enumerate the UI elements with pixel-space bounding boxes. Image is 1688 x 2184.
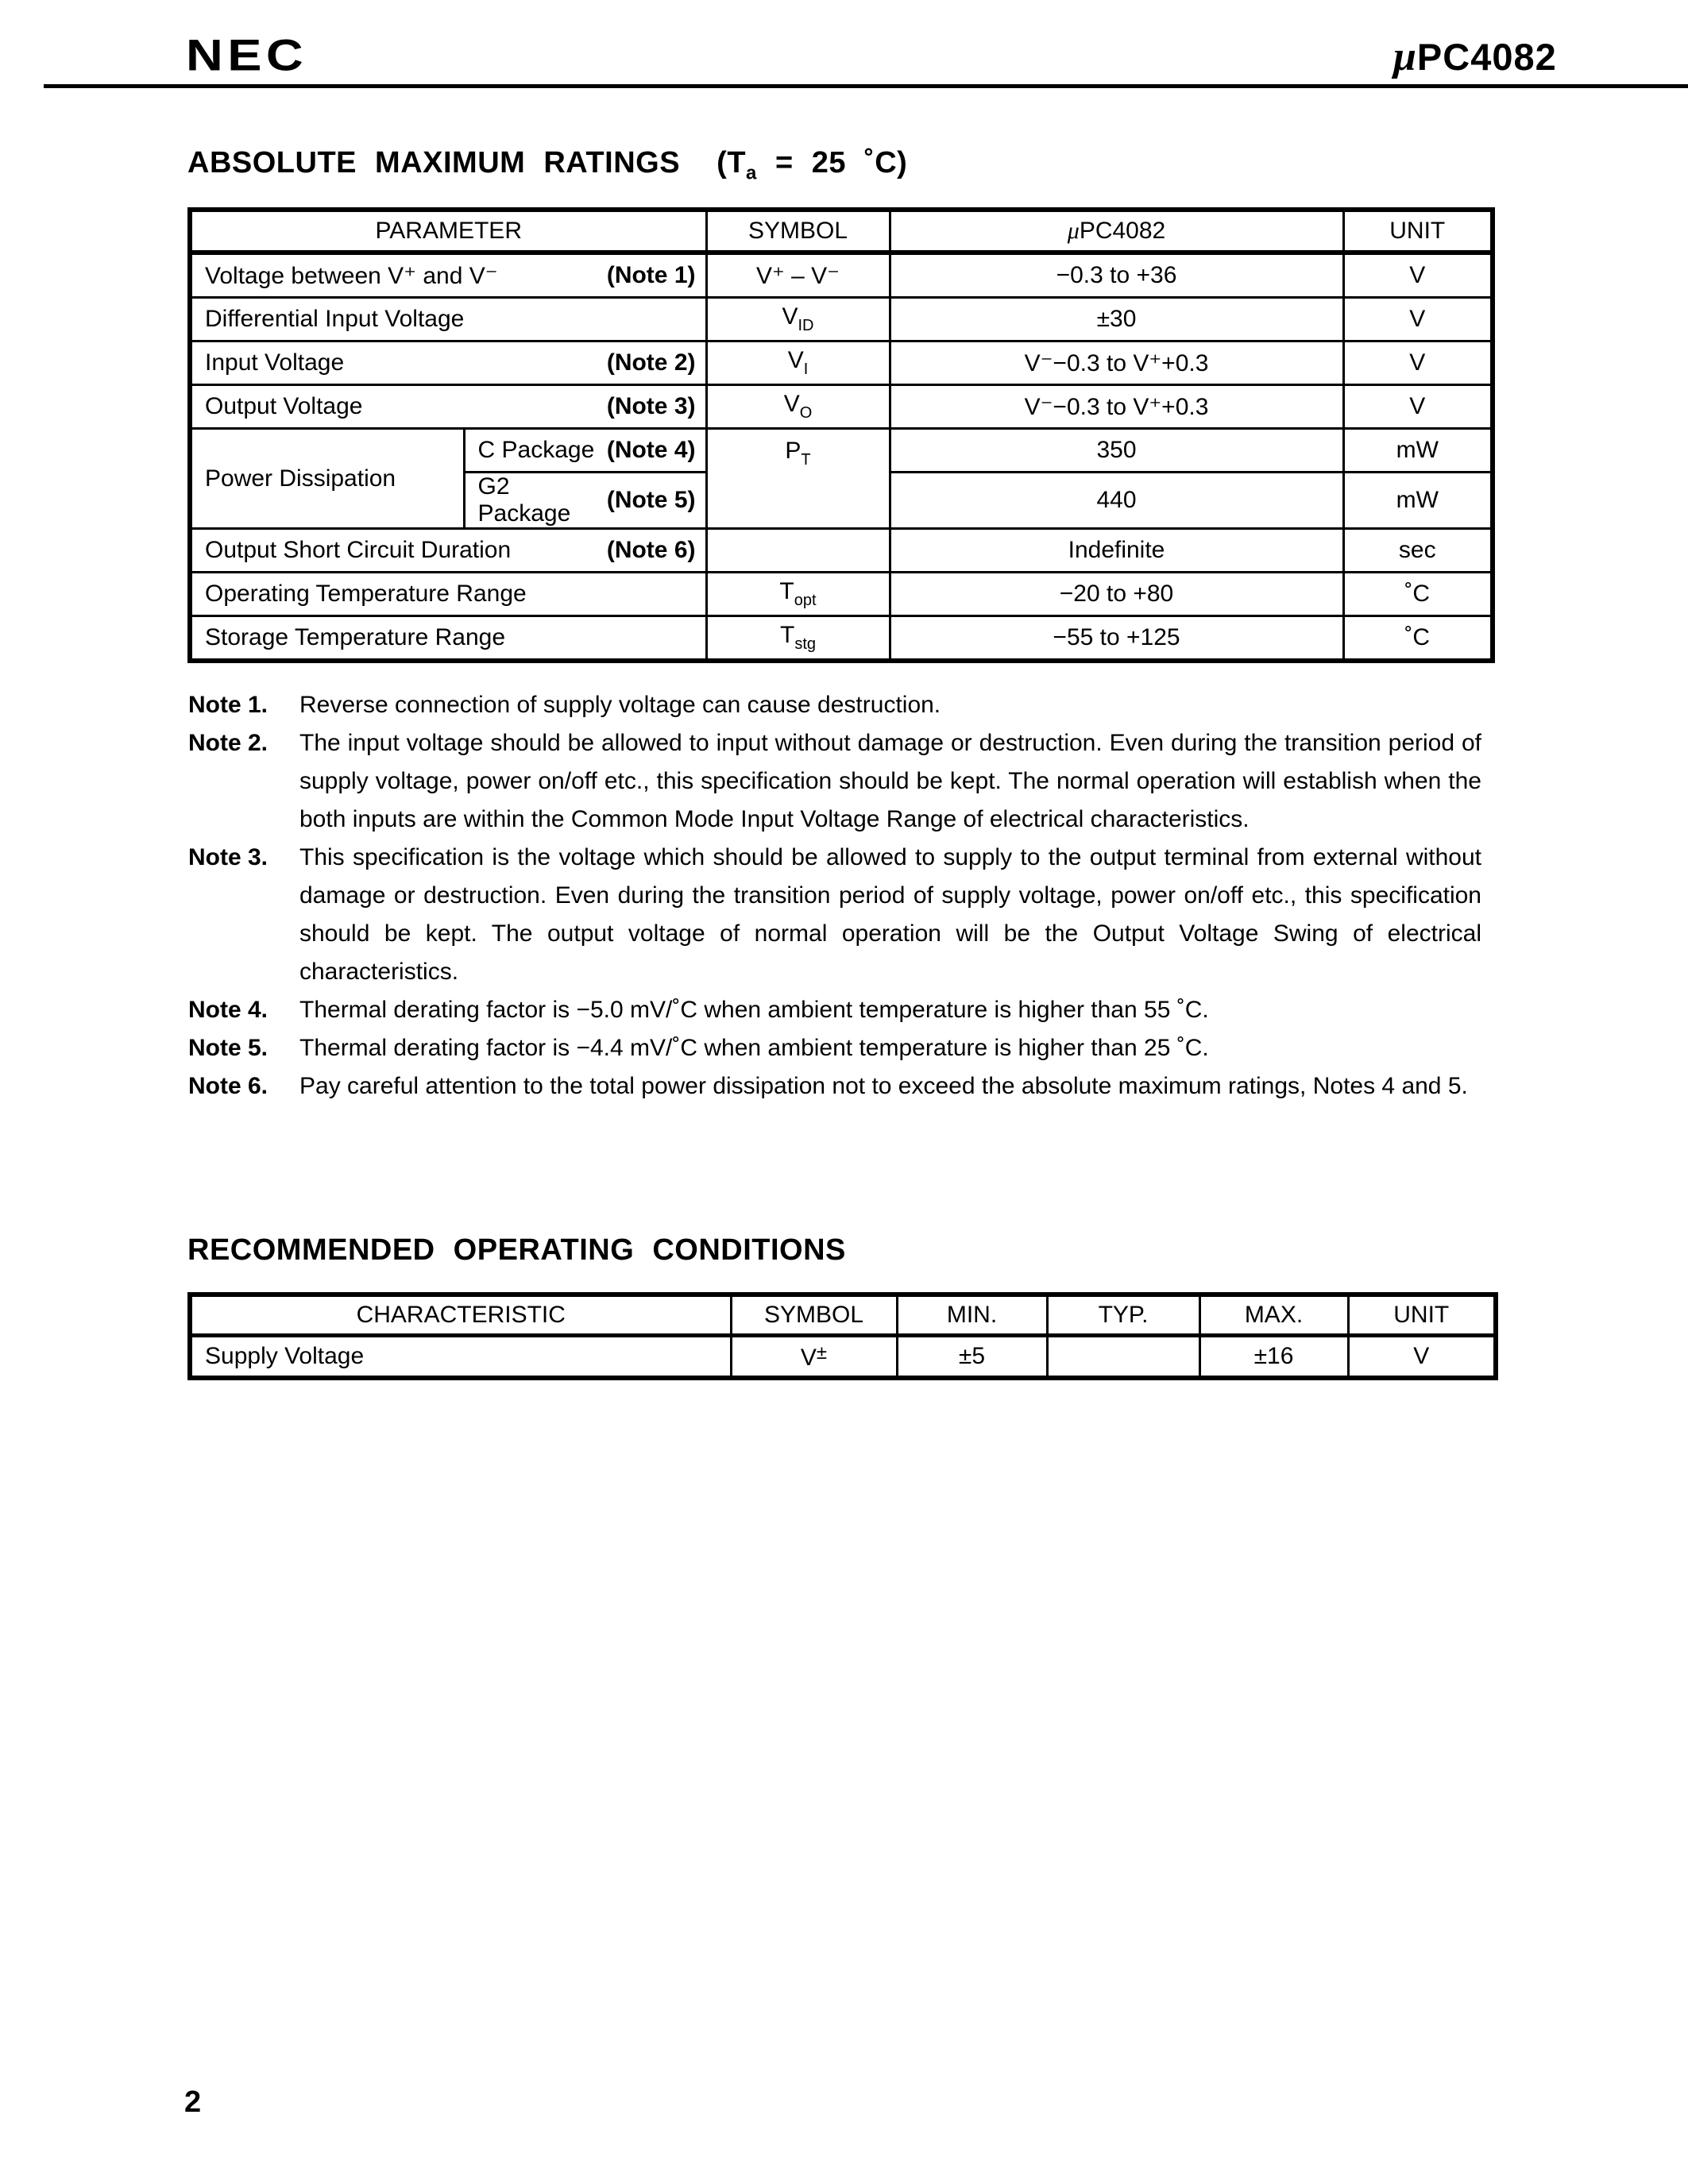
package-text: C Package <box>477 437 595 463</box>
symbol-cell <box>706 573 890 616</box>
parameter-cell-power-dissipation <box>190 429 464 529</box>
column-header-symbol: SYMBOL <box>731 1295 897 1336</box>
unit-cell: mW <box>1343 473 1493 529</box>
symbol-cell <box>706 298 890 341</box>
unit-cell: V <box>1343 341 1493 385</box>
condition-pre: (T <box>717 146 747 179</box>
device-name-text: PC4082 <box>1079 218 1166 244</box>
parameter-cell <box>190 341 706 385</box>
note-ref: (Note 2) <box>606 349 696 376</box>
section-title-absolute-maximum-ratings <box>187 146 907 185</box>
condition-post: = 25 ˚C) <box>756 146 908 179</box>
note-label: Note 5. <box>188 1035 268 1061</box>
part-number <box>1393 33 1557 80</box>
note-text: Thermal derating factor is −5.0 mV/˚C when ambient temperature is higher than 55 ˚C. <box>299 997 1209 1023</box>
table-row <box>190 429 1493 473</box>
symbol-cell-empty <box>706 529 890 573</box>
symbol-superscript: ± <box>816 1341 828 1364</box>
parameter-text: Input Voltage <box>205 349 345 376</box>
nec-logo: NEC <box>186 30 308 80</box>
note-item <box>188 686 1481 724</box>
absolute-maximum-ratings-table <box>187 207 1495 663</box>
mu-glyph: μ <box>1393 34 1417 79</box>
value-cell: −55 to +125 <box>890 616 1343 662</box>
table-row <box>190 253 1493 298</box>
unit-cell: V <box>1343 253 1493 298</box>
note-text: The input voltage should be allowed to input without damage or destruction. Even during the transition period of supply voltage, power on/off etc., this specification should be kept. The normal operation will establish when the both inputs are within the Common Mode Input Voltage Range of electrical characteristics. <box>299 730 1481 832</box>
column-header-device <box>890 210 1343 253</box>
section-title-text: ABSOLUTE MAXIMUM RATINGS <box>187 146 681 179</box>
table-header-row <box>190 1295 1496 1336</box>
table-row <box>190 298 1493 341</box>
note-label: Note 3. <box>188 844 268 870</box>
unit-cell: V <box>1343 385 1493 429</box>
table-row <box>190 1336 1496 1379</box>
symbol-text: V <box>787 347 804 373</box>
unit-cell: ˚C <box>1343 573 1493 616</box>
notes-list <box>188 686 1481 1106</box>
symbol-text: T <box>779 622 795 648</box>
typ-cell <box>1047 1336 1199 1379</box>
column-header-symbol: SYMBOL <box>706 210 890 253</box>
page-number: 2 <box>184 2086 202 2119</box>
note-text: This specification is the voltage which should be allowed to supply to the output terminal from external without damage or destruction. Even during the transition period of supply voltage, power on/off etc., this specification should be kept. The output voltage of normal operation will be the Output Voltage Swing of electrical characteristics. <box>299 844 1481 985</box>
symbol-cell <box>706 385 890 429</box>
note-ref: (Note 3) <box>606 393 696 419</box>
symbol-cell <box>731 1336 897 1379</box>
note-text: Thermal derating factor is −4.4 mV/˚C when ambient temperature is higher than 25 ˚C. <box>299 1035 1209 1061</box>
parameter-text: Storage Temperature Range <box>205 624 506 650</box>
column-header-unit: UNIT <box>1348 1295 1496 1336</box>
value-cell: Indefinite <box>890 529 1343 573</box>
note-ref: (Note 6) <box>606 537 696 563</box>
symbol-subscript: I <box>803 361 809 378</box>
symbol-cell <box>706 429 890 529</box>
parameter-text: Voltage between V⁺ and V⁻ <box>205 262 498 289</box>
table-row <box>190 529 1493 573</box>
value-cell: −0.3 to +36 <box>890 253 1343 298</box>
note-item <box>188 1067 1481 1106</box>
table-header-row <box>190 210 1493 253</box>
value-cell: 350 <box>890 429 1343 473</box>
min-cell: ±5 <box>897 1336 1047 1379</box>
value-cell: V⁻−0.3 to V⁺+0.3 <box>890 341 1343 385</box>
parameter-cell <box>190 573 706 616</box>
column-header-typ: TYP. <box>1047 1295 1199 1336</box>
note-item <box>188 991 1481 1029</box>
column-header-min: MIN. <box>897 1295 1047 1336</box>
note-item <box>188 724 1481 839</box>
value-cell: V⁻−0.3 to V⁺+0.3 <box>890 385 1343 429</box>
symbol-subscript: opt <box>794 592 817 609</box>
column-header-max: MAX. <box>1199 1295 1348 1336</box>
recommended-operating-conditions-table <box>187 1292 1498 1380</box>
column-header-characteristic: CHARACTERISTIC <box>190 1295 731 1336</box>
unit-cell: V <box>1348 1336 1496 1379</box>
unit-cell: ˚C <box>1343 616 1493 662</box>
note-ref: (Note 5) <box>606 487 696 513</box>
parameter-text: Power Dissipation <box>205 465 396 492</box>
unit-cell: mW <box>1343 429 1493 473</box>
unit-cell: V <box>1343 298 1493 341</box>
parameter-cell <box>190 616 706 662</box>
symbol-cell <box>706 253 890 298</box>
mu-glyph: μ <box>1067 218 1080 244</box>
table-row <box>190 573 1493 616</box>
symbol-subscript: T <box>801 451 811 469</box>
parameter-cell <box>190 529 706 573</box>
parameter-text: Output Short Circuit Duration <box>205 537 512 563</box>
note-ref: (Note 4) <box>606 437 696 463</box>
symbol-cell <box>706 616 890 662</box>
note-text: Reverse connection of supply voltage can cause destruction. <box>299 692 941 718</box>
note-label: Note 2. <box>188 730 268 756</box>
symbol-cell <box>706 341 890 385</box>
parameter-text: Differential Input Voltage <box>205 306 465 332</box>
note-ref: (Note 1) <box>606 262 696 288</box>
value-cell: −20 to +80 <box>890 573 1343 616</box>
header-rule <box>44 84 1688 88</box>
table-row <box>190 385 1493 429</box>
note-label: Note 1. <box>188 692 268 718</box>
characteristic-text: Supply Voltage <box>205 1343 365 1369</box>
value-cell: 440 <box>890 473 1343 529</box>
condition-sub: a <box>746 162 757 184</box>
symbol-text: V <box>782 303 798 330</box>
parameter-cell <box>190 385 706 429</box>
symbol-subscript: ID <box>798 317 814 334</box>
note-text: Pay careful attention to the total power dissipation not to exceed the absolute maximum ratings, Notes 4 and 5. <box>299 1073 1468 1099</box>
section-title-recommended-operating-conditions: RECOMMENDED OPERATING CONDITIONS <box>187 1233 846 1267</box>
note-item <box>188 839 1481 991</box>
symbol-text: P <box>785 438 802 464</box>
symbol-subscript: O <box>799 404 813 422</box>
characteristic-cell <box>190 1336 731 1379</box>
package-cell <box>464 473 706 529</box>
package-text: G2 Package <box>477 473 571 527</box>
column-header-parameter: PARAMETER <box>190 210 706 253</box>
note-item <box>188 1029 1481 1067</box>
symbol-text: V <box>800 1344 817 1371</box>
parameter-cell <box>190 253 706 298</box>
table-row <box>190 341 1493 385</box>
symbol-text: V <box>783 391 800 417</box>
part-number-text: PC4082 <box>1416 36 1557 78</box>
column-header-unit: UNIT <box>1343 210 1493 253</box>
max-cell: ±16 <box>1199 1336 1348 1379</box>
symbol-subscript: stg <box>794 635 816 653</box>
note-label: Note 4. <box>188 997 268 1023</box>
parameter-text: Operating Temperature Range <box>205 581 527 607</box>
symbol-text: V⁺ – V⁻ <box>755 262 840 289</box>
parameter-cell <box>190 298 706 341</box>
table-row <box>190 616 1493 662</box>
unit-cell: sec <box>1343 529 1493 573</box>
value-cell: ±30 <box>890 298 1343 341</box>
symbol-text: T <box>779 578 794 604</box>
note-label: Note 6. <box>188 1073 268 1099</box>
parameter-text: Output Voltage <box>205 393 363 419</box>
package-cell <box>464 429 706 473</box>
condition-text <box>717 146 908 184</box>
